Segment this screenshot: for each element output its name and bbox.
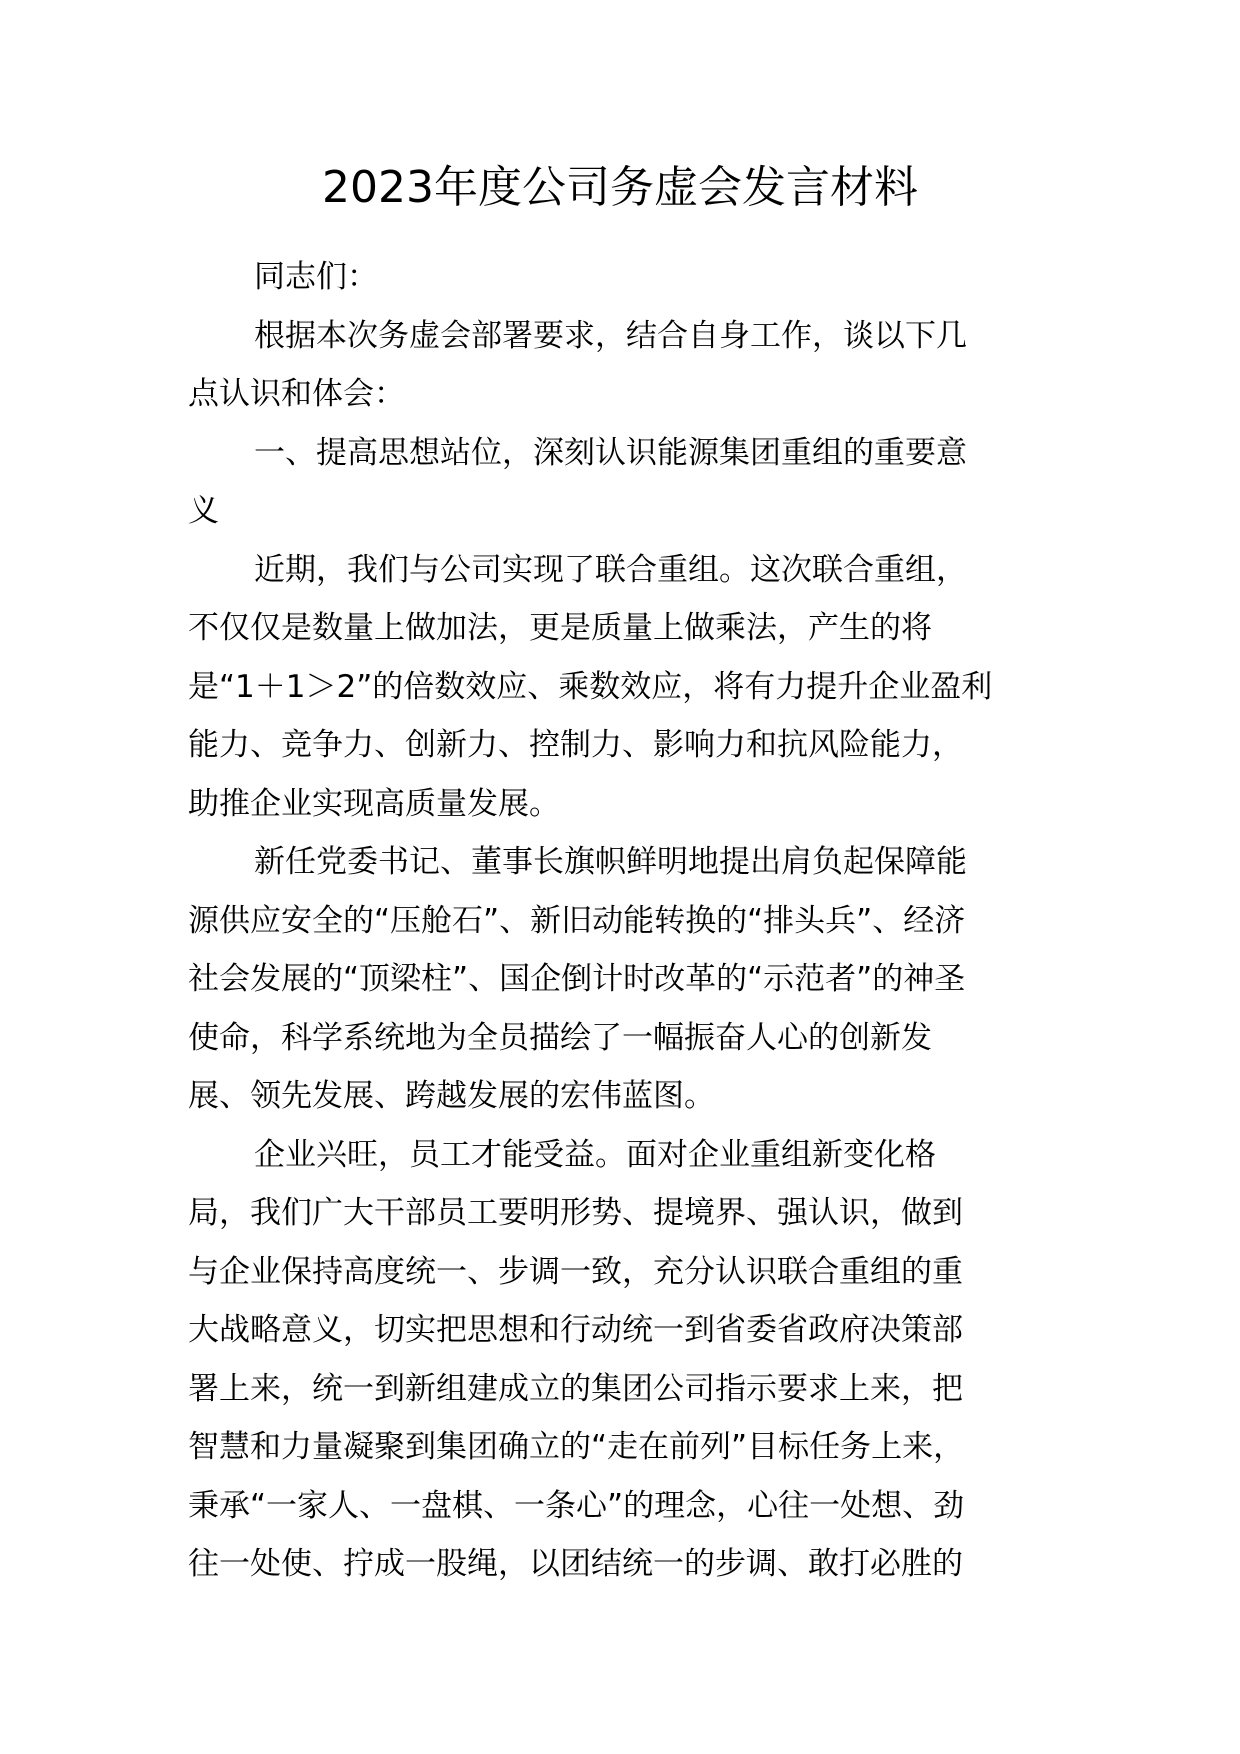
document-body — [188, 248, 1058, 1594]
paragraph-line: 社会发展的“顶梁柱”、国企倒计时改革的“示范者”的神圣 — [188, 961, 966, 997]
paragraph-line: 企业兴旺，员工才能受益。面对企业重组新变化格 — [254, 1136, 936, 1173]
paragraph-line: 不仅仅是数量上做加法，更是质量上做乘法，产生的将 — [188, 610, 932, 646]
salutation-paragraph — [188, 248, 1058, 307]
document-title: 2023年度公司务虚会发言材料 — [322, 162, 918, 213]
body-paragraph — [188, 541, 1058, 834]
paragraph-line: 展、领先发展、跨越发展的宏伟蓝图。 — [188, 1078, 715, 1114]
paragraph-line: 智慧和力量凝聚到集团确立的“走在前列”目标任务上来， — [188, 1429, 965, 1465]
paragraph-line: 点认识和体会： — [188, 376, 405, 412]
paragraph-line: 局，我们广大干部员工要明形势、提境界、强认识，做到 — [188, 1195, 963, 1231]
section-heading — [188, 424, 1058, 541]
heading-line: 一、提高思想站位，深刻认识能源集团重组的重要意 — [254, 434, 967, 471]
heading-line: 义 — [188, 493, 219, 529]
paragraph-line: 大战略意义，切实把思想和行动统一到省委省政府决策部 — [188, 1312, 963, 1348]
paragraph-line: 能力、竞争力、创新力、控制力、影响力和抗风险能力， — [188, 727, 963, 763]
paragraph-line: 是“1＋1＞2”的倍数效应、乘数效应，将有力提升企业盈利 — [188, 668, 993, 705]
paragraph-line: 署上来，统一到新组建成立的集团公司指示要求上来，把 — [188, 1370, 963, 1407]
paragraph-line: 源供应安全的“压舱石”、新旧动能转换的“排头兵”、经济 — [188, 902, 966, 939]
paragraph-line: 近期，我们与公司实现了联合重组。这次联合重组， — [254, 551, 967, 588]
body-paragraph — [188, 1126, 1058, 1594]
paragraph-line: 往一处使、拧成一股绳，以团结统一的步调、敢打必胜的 — [188, 1546, 963, 1582]
paragraph-line: 助推企业实现高质量发展。 — [188, 785, 560, 822]
paragraph-line: 同志们： — [254, 259, 378, 295]
paragraph-line: 新任党委书记、董事长旗帜鲜明地提出肩负起保障能 — [254, 844, 967, 880]
intro-paragraph — [188, 307, 1058, 424]
paragraph-line: 使命，科学系统地为全员描绘了一幅振奋人心的创新发 — [188, 1019, 932, 1056]
body-paragraph — [188, 833, 1058, 1126]
paragraph-line: 根据本次务虚会部署要求，结合自身工作，谈以下几 — [254, 317, 967, 354]
paragraph-line: 与企业保持高度统一、步调一致，充分认识联合重组的重 — [188, 1253, 963, 1290]
paragraph-line: 秉承“一家人、一盘棋、一条心”的理念，心往一处想、劲 — [188, 1487, 965, 1524]
